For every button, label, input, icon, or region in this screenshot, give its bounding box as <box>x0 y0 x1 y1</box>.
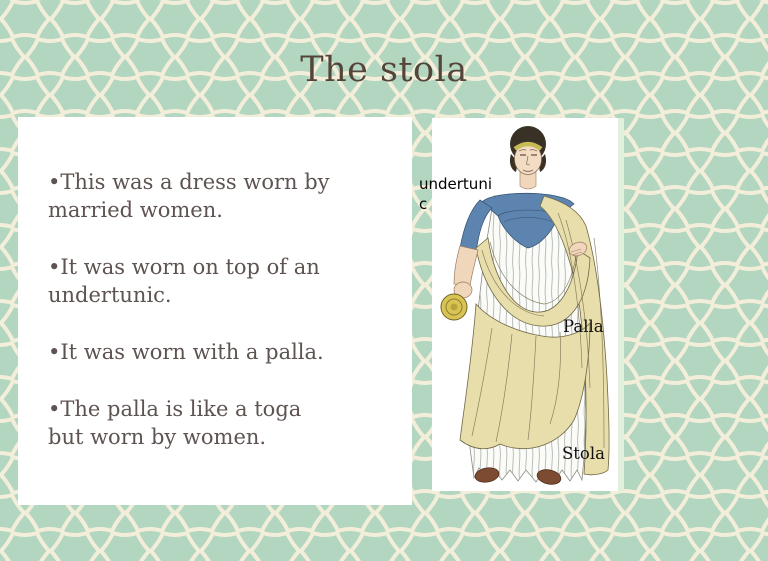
bullet-text: •It was worn with a palla. <box>48 340 324 364</box>
bullet-item <box>48 338 388 366</box>
label-undertunic-line2: c <box>419 195 428 213</box>
label-undertunic-line1: undertuni <box>419 175 492 193</box>
bullet-item <box>48 168 388 224</box>
bullet-text: undertunic. <box>48 283 172 307</box>
head <box>510 126 546 189</box>
label-undertunic <box>419 174 499 214</box>
bullet-text: •It was worn on top of an <box>48 255 320 279</box>
bullet-item <box>48 253 388 309</box>
arm-with-disc <box>441 246 478 320</box>
scan-edge <box>618 118 624 491</box>
label-palla: Palla <box>563 317 604 336</box>
label-stola: Stola <box>562 444 605 463</box>
slide-title: The stola <box>300 50 468 90</box>
bullet-text: •This was a dress worn by <box>48 170 330 194</box>
bullet-list <box>48 168 388 480</box>
bullet-text: •The palla is like a toga <box>48 397 302 421</box>
text-card <box>18 117 412 505</box>
bullet-item <box>48 395 388 451</box>
bullet-text: but worn by women. <box>48 425 267 449</box>
bullet-text: married women. <box>48 198 223 222</box>
